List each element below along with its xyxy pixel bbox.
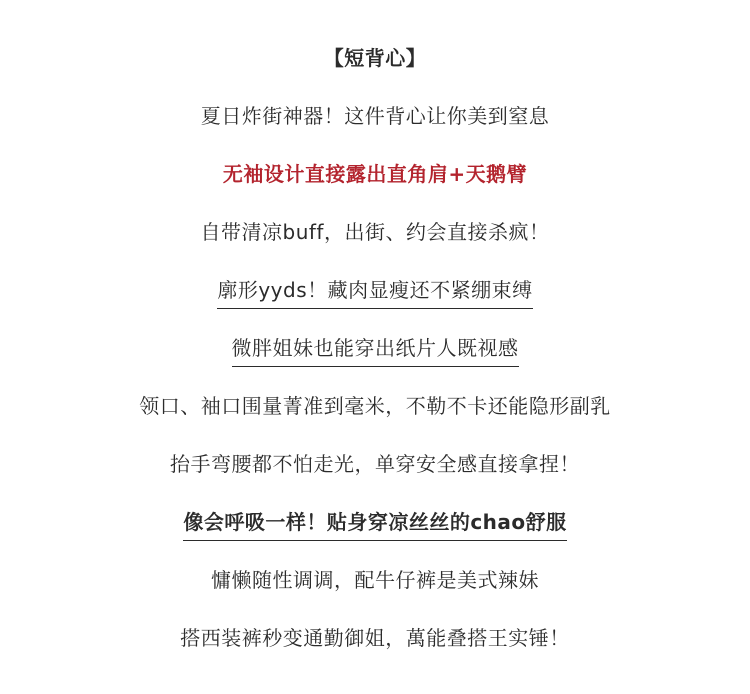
desc-line-text: 搭西装裤秒变通勤御姐，萬能叠搭王实锤！: [180, 626, 570, 650]
desc-line-10: [0, 626, 750, 650]
highlight-line: [0, 162, 750, 186]
desc-line-3: [0, 220, 750, 244]
desc-line-6: [0, 394, 750, 418]
underlined-line-4: [0, 278, 750, 309]
section-title: [0, 46, 750, 70]
desc-line-7: [0, 452, 750, 476]
highlight-line-text: 无袖设计直接露出直角肩+天鹅臂: [222, 162, 528, 186]
desc-line-text: 领口、袖口围量菁准到毫米，不勒不卡还能隐形副乳: [139, 394, 611, 418]
underlined-line-text: 廓形yyds！藏肉显瘦还不紧绷束缚: [217, 278, 532, 309]
desc-line-text: 慵懒随性调调，配牛仔裤是美式辣妹: [211, 568, 539, 592]
desc-line-1: [0, 104, 750, 128]
desc-line-text: 自带清凉buff，出街、约会直接杀疯！: [200, 220, 550, 244]
underlined-line-5: [0, 336, 750, 367]
desc-line-text: 夏日炸街神器！这件背心让你美到窒息: [200, 104, 550, 128]
underlined-line-text: 微胖姐妹也能穿出纸片人既视感: [232, 336, 519, 367]
underlined-bold-line-text: 像会呼吸一样！贴身穿凉丝丝的chao舒服: [183, 510, 566, 541]
underlined-bold-line-8: [0, 510, 750, 541]
desc-line-text: 抬手弯腰都不怕走光，单穿安全感直接拿捏！: [170, 452, 580, 476]
desc-line-9: [0, 568, 750, 592]
section-title-text: 【短背心】: [323, 46, 427, 70]
